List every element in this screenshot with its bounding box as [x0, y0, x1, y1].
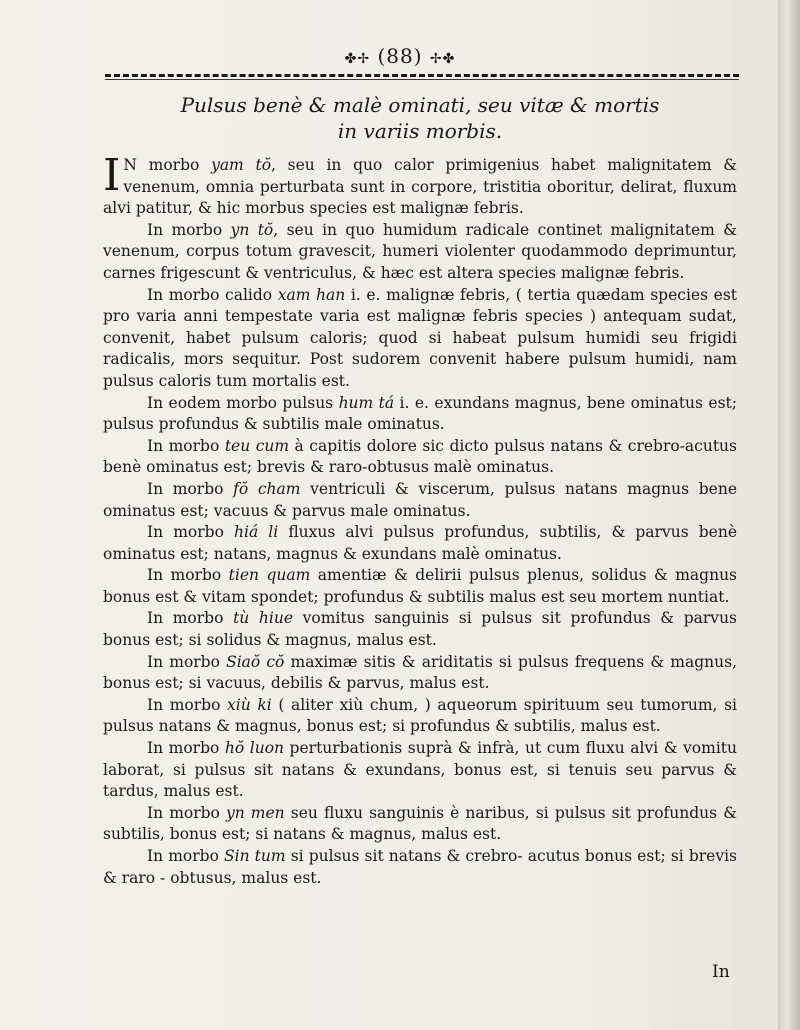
drop-cap: I [103, 150, 121, 201]
paragraph: In morbo fŏ cham ventriculi & viscerum, pulsus natans magnus bene ominatus est; vacuus & parvus male ominatus. [103, 479, 737, 520]
chinese-term: hŏ luon [224, 739, 285, 758]
chinese-term: Siaŏ cŏ [226, 652, 285, 671]
header-rule [105, 74, 739, 77]
chinese-term: Sin tum [224, 847, 286, 865]
header-rule-thin [105, 79, 739, 80]
chinese-term: teu cum [224, 436, 290, 455]
paragraph: In morbo tien quam amentiæ & delirii pulsus plenus, solidus & magnus bonus est & vitam spondet; profundus & subtilis malus est seu mortem nuntiat. [103, 566, 738, 606]
page-header [0, 44, 800, 68]
chinese-term: yn men [225, 803, 285, 822]
catchword: In [712, 962, 730, 982]
chinese-term: fŏ cham [233, 479, 301, 498]
ornament-right: ✢✤ [429, 51, 456, 67]
chinese-term: xiù ki [227, 695, 272, 714]
chinese-term: hiá li [234, 523, 279, 542]
chinese-term: yam tŏ [211, 156, 272, 174]
chinese-term: xam han [277, 285, 346, 304]
text-body [103, 150, 738, 889]
title-line-1: Pulsus benè & malè ominati, seu vitæ & mortis [180, 93, 660, 117]
paragraph: In morbo xiù ki ( aliter xiù chum, ) aqueorum spirituum seu tumorum, si pulsus natans & magnus, bonus est; si profundus & subtilis, malus est. [103, 695, 737, 736]
paragraph: In morbo teu cum à capitis dolore sic dicto pulsus natans & crebro-acutus benè ominatus est; brevis & raro-obtusus malè ominatus. [103, 436, 737, 477]
paragraph: In morbo hŏ luon perturbationis suprà & infrà, ut cum fluxu alvi & vomitu laborat, si pulsus sit natans & exundans, bonus est, si tenuis seu parvus & tardus, malus est. [103, 739, 737, 801]
paragraph: In morbo hiá li fluxus alvi pulsus profundus, subtilis, & parvus benè ominatus est; natans, magnus & exundans malè ominatus. [103, 523, 738, 563]
paragraph: In morbo yn tŏ, seu in quo humidum radicale continet malignitatem & venenum, corpus totum gravescit, humeri violenter quodammodo deprimuntur, carnes frigescunt & ventriculus, & hæc est altera species malignæ febris. [103, 220, 737, 282]
paragraph: In eodem morbo pulsus hum tá i. e. exundans magnus, bene ominatus est; pulsus profundus & subtilis male ominatus. [103, 393, 737, 434]
paragraph: In morbo Sin tum si pulsus sit natans & crebro- acutus bonus est; si brevis & raro - obtusus, malus est. [103, 847, 738, 887]
section-title [100, 92, 740, 144]
paragraph: In morbo tù hiue vomitus sanguinis si pulsus sit profundus & parvus bonus est; si solidus & magnus, malus est. [103, 609, 738, 650]
chinese-term: tien quam [228, 566, 311, 585]
paragraph: In morbo Siaŏ cŏ maximæ sitis & ariditatis si pulsus frequens & magnus, bonus est; si vacuus, debilis & parvus, malus est. [103, 652, 737, 693]
ornament-left: ✤✢ [344, 51, 371, 67]
title-line-2: in variis morbis. [337, 119, 503, 143]
page-number: (88) [377, 44, 423, 68]
page-edge [778, 0, 800, 1030]
chinese-term: tù hiue [233, 609, 294, 628]
paragraph: In morbo calido xam han i. e. malignæ febris, ( tertia quædam species est pro varia anni tempestate varia est malignæ febris species ) antequam sudat, convenit, habet pulsum caloris; quod si habeat pulsum humidi seu frigidi radicalis, mors sequitur. Post sudorem convenit habere pulsum humidi, nam pulsus caloris tum mortalis est. [103, 285, 737, 390]
paragraph: In morbo yn men seu fluxu sanguinis è naribus, si pulsus sit profundus & subtilis, bonus est; si natans & magnus, malus est. [103, 803, 737, 844]
paragraph: I N morbo yam tŏ, seu in quo calor primigenius habet malignitatem & venenum, omnia perturbata sunt in corpore, tristitia oboritur, delirat, fluxum alvi patitur, & hic morbus species est malignæ febris. [103, 150, 738, 218]
chinese-term: yn tŏ [230, 220, 274, 239]
chinese-term: hum tá [338, 393, 395, 412]
